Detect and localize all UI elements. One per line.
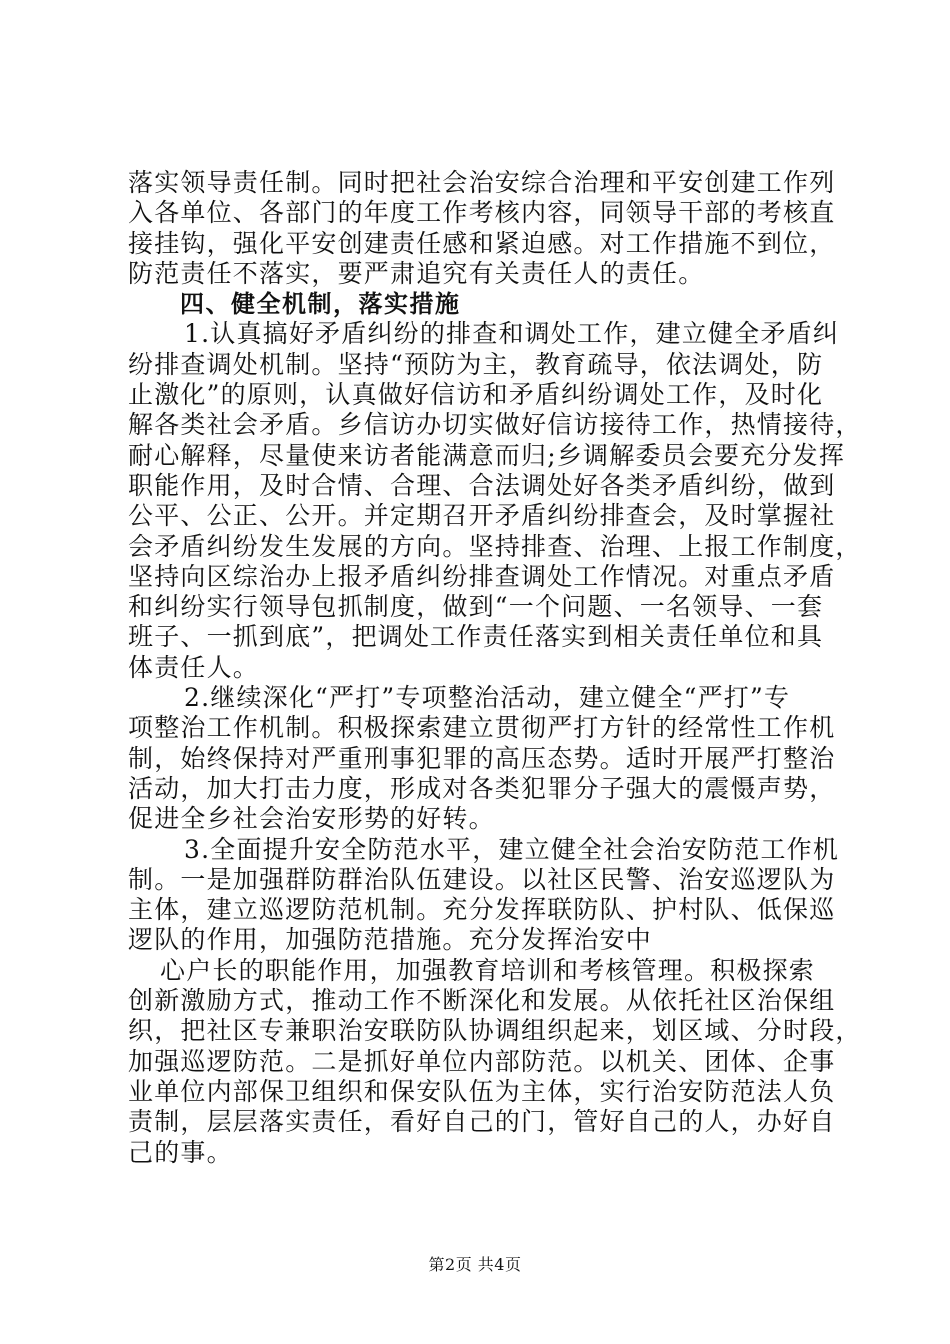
- text-line: 1.认真搞好矛盾纠纷的排查和调处工作，建立健全矛盾纠: [184, 319, 840, 349]
- text-line: 主体，建立巡逻防范机制。充分发挥联防队、护村队、低保巡: [128, 895, 836, 925]
- text-line: 防范责任不落实，要严肃追究有关责任人的责任。: [128, 258, 705, 288]
- document-body: [128, 168, 862, 1168]
- page-number-footer: 第2页 共4页: [428, 1255, 522, 1274]
- text-line: 加强巡逻防范。二是抓好单位内部防范。以机关、团体、企事: [128, 1046, 836, 1076]
- text-line: 促进全乡社会治安形势的好转。: [128, 804, 495, 834]
- text-line: 耐心解释，尽量使来访者能满意而归;乡调解委员会要充分发挥: [128, 440, 846, 470]
- text-line: 项整治工作机制。积极探索建立贯彻严打方针的经常性工作机: [128, 713, 836, 743]
- text-line: 制，始终保持对严重刑事犯罪的高压态势。适时开展严打整治: [128, 743, 836, 773]
- text-line: 业单位内部保卫组织和保安队伍为主体，实行治安防范法人负: [128, 1076, 836, 1106]
- text-line: 止激化”的原则，认真做好信访和矛盾纠纷调处工作，及时化: [128, 380, 824, 410]
- text-line: 创新激励方式，推动工作不断深化和发展。从依托社区治保组: [128, 986, 836, 1016]
- text-line: 2.继续深化“严打”专项整治活动，建立健全“严打”专: [184, 683, 791, 713]
- text-line: 心户长的职能作用，加强教育培训和考核管理。积极探索: [160, 955, 816, 985]
- text-line: 接挂钩，强化平安创建责任感和紧迫感。对工作措施不到位，: [128, 228, 836, 258]
- text-line: 职能作用，及时合情、合理、合法调处好各类矛盾纠纷，做到: [128, 470, 836, 500]
- text-line: 制。一是加强群防群治队伍建设。以社区民警、治安巡逻队为: [128, 864, 836, 894]
- text-line: 落实领导责任制。同时把社会治安综合治理和平安创建工作列: [128, 168, 836, 197]
- text-line: 活动，加大打击力度，形成对各类犯罪分子强大的震慑声势，: [128, 773, 836, 803]
- section-heading: 四、健全机制，落实措施: [180, 290, 461, 319]
- text-line: 班子、一抓到底”，把调处工作责任落实到相关责任单位和具: [128, 622, 824, 652]
- text-line: 坚持向区综治办上报矛盾纠纷排查调处工作情况。对重点矛盾: [128, 561, 836, 591]
- text-line: 解各类社会矛盾。乡信访办切实做好信访接待工作，热情接待，: [128, 410, 862, 440]
- text-line: 体责任人。: [128, 652, 260, 682]
- text-line: 和纠纷实行领导包抓制度，做到“一个问题、一名领导、一套: [128, 592, 824, 622]
- text-line: 逻队的作用，加强防范措施。充分发挥治安中: [128, 925, 653, 955]
- text-line: 纷排查调处机制。坚持“预防为主，教育疏导，依法调处，防: [128, 349, 824, 379]
- text-line: 公平、公正、公开。并定期召开矛盾纠纷排查会，及时掌握社: [128, 501, 836, 531]
- text-line: 入各单位、各部门的年度工作考核内容，同领导干部的考核直: [128, 198, 836, 228]
- text-line: 责制，层层落实责任，看好自己的门，管好自己的人，办好自: [128, 1107, 836, 1137]
- text-line: 织，把社区专兼职治安联防队协调组织起来，划区域、分时段，: [128, 1016, 862, 1046]
- text-line: 会矛盾纠纷发生发展的方向。坚持排查、治理、上报工作制度，: [128, 531, 862, 561]
- text-line: 己的事。: [128, 1137, 233, 1167]
- text-line: 3.全面提升安全防范水平，建立健全社会治安防范工作机: [184, 834, 840, 864]
